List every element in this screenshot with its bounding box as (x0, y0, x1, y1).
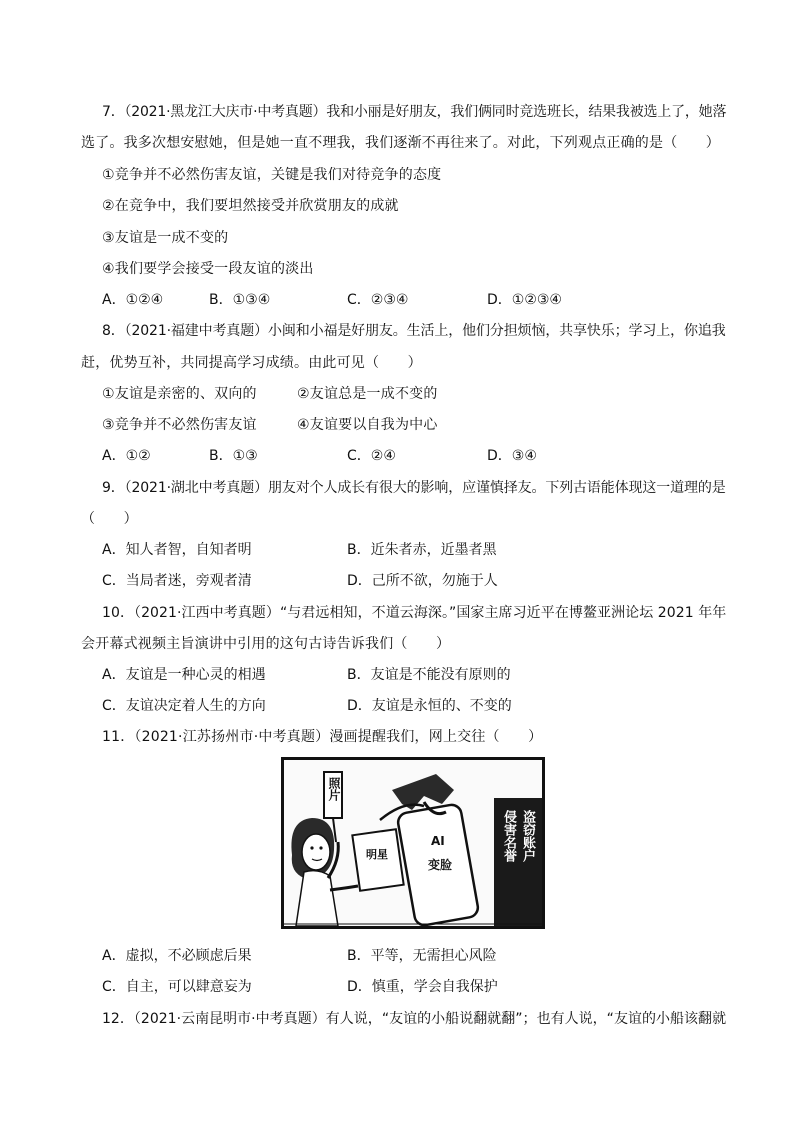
q7-stem-line1: 7．（2021·黑龙江大庆市·中考真题）我和小丽是好朋友，我们俩同时竞选班长，结果我被选上了，她落 (102, 104, 727, 120)
q7-option-a[interactable]: A．①②④ (102, 292, 164, 308)
q9-stem-line2: （ ） (81, 511, 138, 527)
q10-stem-line2: 会开幕式视频主旨演讲中引用的这句古诗告诉我们（ ） (81, 636, 451, 652)
q9-option-c[interactable]: C．当局者迷，旁观者清 (102, 573, 252, 589)
cartoon-girl-body (296, 871, 338, 926)
q11-cartoon-image (281, 757, 545, 929)
q7-item-4: ④我们要学会接受一段友谊的淡出 (102, 261, 314, 277)
q7-item-3: ③友谊是一成不变的 (102, 230, 229, 246)
q8-option-b[interactable]: B．①③ (209, 448, 258, 464)
q7-item-2: ②在竞争中，我们要坦然接受并欣赏朋友的成就 (102, 198, 399, 214)
q7-option-d[interactable]: D．①②③④ (487, 292, 562, 308)
q10-option-d[interactable]: D．友谊是永恒的、不变的 (347, 698, 512, 714)
q8-item-1: ①友谊是亲密的、双向的 (102, 386, 257, 402)
cartoon-faceswap-label: 变脸 (428, 858, 453, 872)
q10-stem-line1: 10．（2021·江西中考真题）“与君远相知，不道云海深。”国家主席习近平在博鳌亚洲论坛 2021 年年 (102, 605, 727, 621)
cartoon-star-label: 明星 (366, 848, 388, 861)
q9-stem-line1: 9．（2021·湖北中考真题）朋友对个人成长有很大的影响，应谨慎择友。下列古语能体现这一道理的是 (102, 480, 726, 496)
q7-item-1: ①竞争并不必然伤害友谊，关键是我们对待竞争的态度 (102, 167, 442, 183)
q11-option-c[interactable]: C．自主，可以肆意妄为 (102, 979, 252, 995)
q11-option-b[interactable]: B．平等，无需担心风险 (347, 948, 497, 964)
cartoon-ai-label: AI (431, 834, 445, 848)
q11-stem-line1: 11．（2021·江苏扬州市·中考真题）漫画提醒我们，网上交往（ ） (102, 729, 543, 745)
q7-option-b[interactable]: B．①③④ (209, 292, 271, 308)
q10-option-c[interactable]: C．友谊决定着人生的方向 (102, 698, 266, 714)
q8-item-3: ③竞争并不必然伤害友谊 (102, 417, 257, 433)
cartoon-board-col1: 盗窃账户 (520, 810, 535, 862)
q7-stem-line2: 选了。我多次想安慰她，但是她一直不理我，我们逐渐不再往来了。对此，下列观点正确的是（ ） (81, 135, 720, 151)
q7-option-c[interactable]: C．②③④ (347, 292, 409, 308)
q8-stem-line2: 赶，优势互补，共同提高学习成绩。由此可见（ ） (81, 355, 422, 371)
q11-option-a[interactable]: A．虚拟，不必顾虑后果 (102, 948, 252, 964)
q11-option-d[interactable]: D．慎重，学会自我保护 (347, 979, 498, 995)
q10-option-a[interactable]: A．友谊是一种心灵的相遇 (102, 667, 266, 683)
q10-option-b[interactable]: B．友谊是不能没有原则的 (347, 667, 511, 683)
cartoon-board-col2: 侵害名誉 (501, 810, 516, 862)
q9-option-d[interactable]: D．己所不欲，勿施于人 (347, 573, 498, 589)
q8-option-d[interactable]: D．③④ (487, 448, 537, 464)
cartoon-girl-face (302, 834, 330, 870)
q8-option-a[interactable]: A．①② (102, 448, 151, 464)
q8-item-4: ④友谊要以自我为中心 (297, 417, 438, 433)
q9-option-a[interactable]: A．知人者智，自知者明 (102, 542, 252, 558)
q8-option-c[interactable]: C．②④ (347, 448, 396, 464)
q8-stem-line1: 8．（2021·福建中考真题）小闽和小福是好朋友。生活上，他们分担烦恼，共享快乐；学习上，你追我 (102, 323, 726, 339)
q8-item-2: ②友谊总是一成不变的 (297, 386, 438, 402)
q12-stem-line1: 12．（2021·云南昆明市·中考真题）有人说，“友谊的小船说翻就翻”；也有人说，“友谊的小船该翻就 (102, 1011, 727, 1027)
q9-option-b[interactable]: B．近朱者赤，近墨者黑 (347, 542, 497, 558)
cartoon-photo-label: 照片 (327, 777, 341, 801)
